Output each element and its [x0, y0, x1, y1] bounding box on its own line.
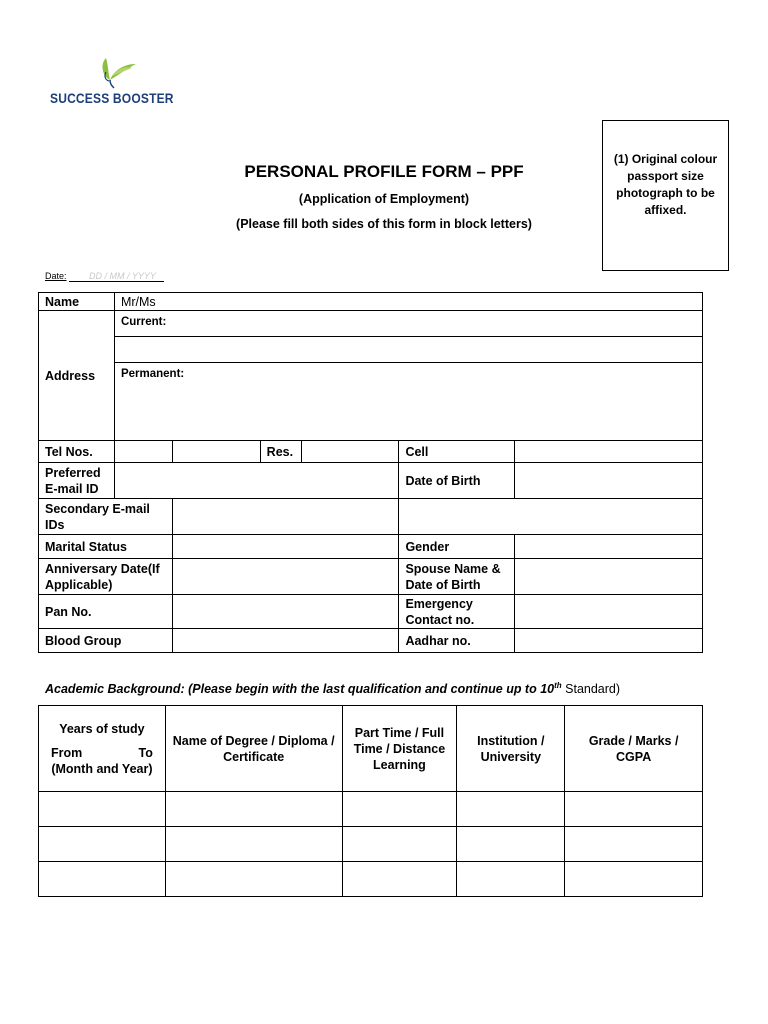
photo-instruction: (1) Original colour passport size photograph to be affixed.: [613, 152, 718, 217]
logo-text: SUCCESS BOOSTER: [50, 90, 174, 106]
mode-cell[interactable]: [342, 827, 457, 862]
month-year-label: (Month and Year): [51, 761, 153, 776]
academic-heading-paren: ): [615, 682, 621, 697]
table-row: [39, 792, 703, 827]
degree-cell[interactable]: [165, 862, 342, 897]
preferred-email-field[interactable]: [114, 463, 398, 499]
permanent-address-line2[interactable]: [114, 387, 702, 441]
grade-cell[interactable]: [565, 792, 703, 827]
cell-field[interactable]: [515, 441, 703, 463]
pan-label: Pan No.: [39, 595, 173, 629]
current-address-label: Current:: [120, 316, 167, 328]
address-label: Address: [39, 311, 115, 441]
anniversary-field[interactable]: [172, 559, 399, 595]
academic-heading: [45, 681, 620, 696]
name-field[interactable]: [114, 293, 702, 311]
aadhar-label: Aadhar no.: [399, 629, 515, 653]
blood-group-label: Blood Group: [39, 629, 173, 653]
date-label: Date:: [45, 271, 67, 281]
table-row: [39, 827, 703, 862]
anniversary-label: Anniversary Date(If Applicable): [39, 559, 173, 595]
spouse-field[interactable]: [515, 559, 703, 595]
institution-cell[interactable]: [457, 862, 565, 897]
degree-cell[interactable]: [165, 827, 342, 862]
gender-field[interactable]: [515, 535, 703, 559]
tel-field-2[interactable]: [172, 441, 260, 463]
name-prefix: Mr/Ms: [120, 294, 156, 309]
degree-cell[interactable]: [165, 792, 342, 827]
permanent-address-field[interactable]: [114, 363, 702, 387]
secondary-email-label: Secondary E-mail IDs: [39, 499, 173, 535]
table-row: [39, 862, 703, 897]
pan-field[interactable]: [172, 595, 399, 629]
date-row: [45, 271, 164, 282]
page-subtitle: (Application of Employment): [298, 192, 470, 206]
tel-label: Tel Nos.: [39, 441, 115, 463]
institution-cell[interactable]: [457, 827, 565, 862]
grade-cell[interactable]: [565, 827, 703, 862]
degree-header: Name of Degree / Diploma / Certificate: [165, 706, 342, 792]
marital-status-label: Marital Status: [39, 535, 173, 559]
spouse-label: Spouse Name & Date of Birth: [399, 559, 515, 595]
date-field[interactable]: DD / MM / YYYY: [69, 271, 164, 282]
secondary-email-field[interactable]: [172, 499, 399, 535]
emergency-contact-field[interactable]: [515, 595, 703, 629]
academic-table: [38, 705, 703, 897]
mode-header: Part Time / Full Time / Distance Learning: [342, 706, 457, 792]
dob-field[interactable]: [515, 463, 703, 499]
mode-cell[interactable]: [342, 792, 457, 827]
aadhar-field[interactable]: [515, 629, 703, 653]
current-address-line2[interactable]: [114, 337, 702, 363]
grade-header: Grade / Marks / CGPA: [565, 706, 703, 792]
to-label: To: [138, 745, 153, 760]
academic-heading-sup: th: [554, 681, 562, 690]
tel-field[interactable]: [114, 441, 172, 463]
blood-group-field[interactable]: [172, 629, 399, 653]
dob-label: Date of Birth: [399, 463, 515, 499]
name-label: Name: [39, 293, 115, 311]
personal-details-table: [38, 292, 703, 653]
permanent-address-label: Permanent:: [120, 368, 185, 380]
company-logo: [50, 50, 190, 110]
fill-instruction: (Please fill both sides of this form in block letters): [236, 217, 532, 231]
page-title: PERSONAL PROFILE FORM – PPF: [244, 162, 524, 181]
institution-cell[interactable]: [457, 792, 565, 827]
academic-heading-text: Academic Background: (Please begin with the last qualification and continue up to 10: [45, 682, 555, 697]
cell-label: Cell: [399, 441, 515, 463]
years-cell[interactable]: [39, 792, 166, 827]
res-field[interactable]: [301, 441, 399, 463]
emergency-contact-label: Emergency Contact no.: [399, 595, 515, 629]
secondary-email-field-2[interactable]: [399, 499, 703, 535]
from-label: From: [51, 745, 83, 760]
res-label: Res.: [260, 441, 301, 463]
gender-label: Gender: [399, 535, 515, 559]
years-cell[interactable]: [39, 827, 166, 862]
years-of-study-header: [39, 706, 166, 792]
preferred-email-label: Preferred E-mail ID: [39, 463, 115, 499]
years-cell[interactable]: [39, 862, 166, 897]
years-of-study-label: Years of study: [59, 721, 145, 736]
academic-heading-end: Standard: [561, 682, 616, 697]
mode-cell[interactable]: [342, 862, 457, 897]
leaf-logo-icon: [98, 50, 138, 90]
institution-header: Institution / University: [457, 706, 565, 792]
current-address-field[interactable]: [114, 311, 702, 337]
grade-cell[interactable]: [565, 862, 703, 897]
marital-status-field[interactable]: [172, 535, 399, 559]
